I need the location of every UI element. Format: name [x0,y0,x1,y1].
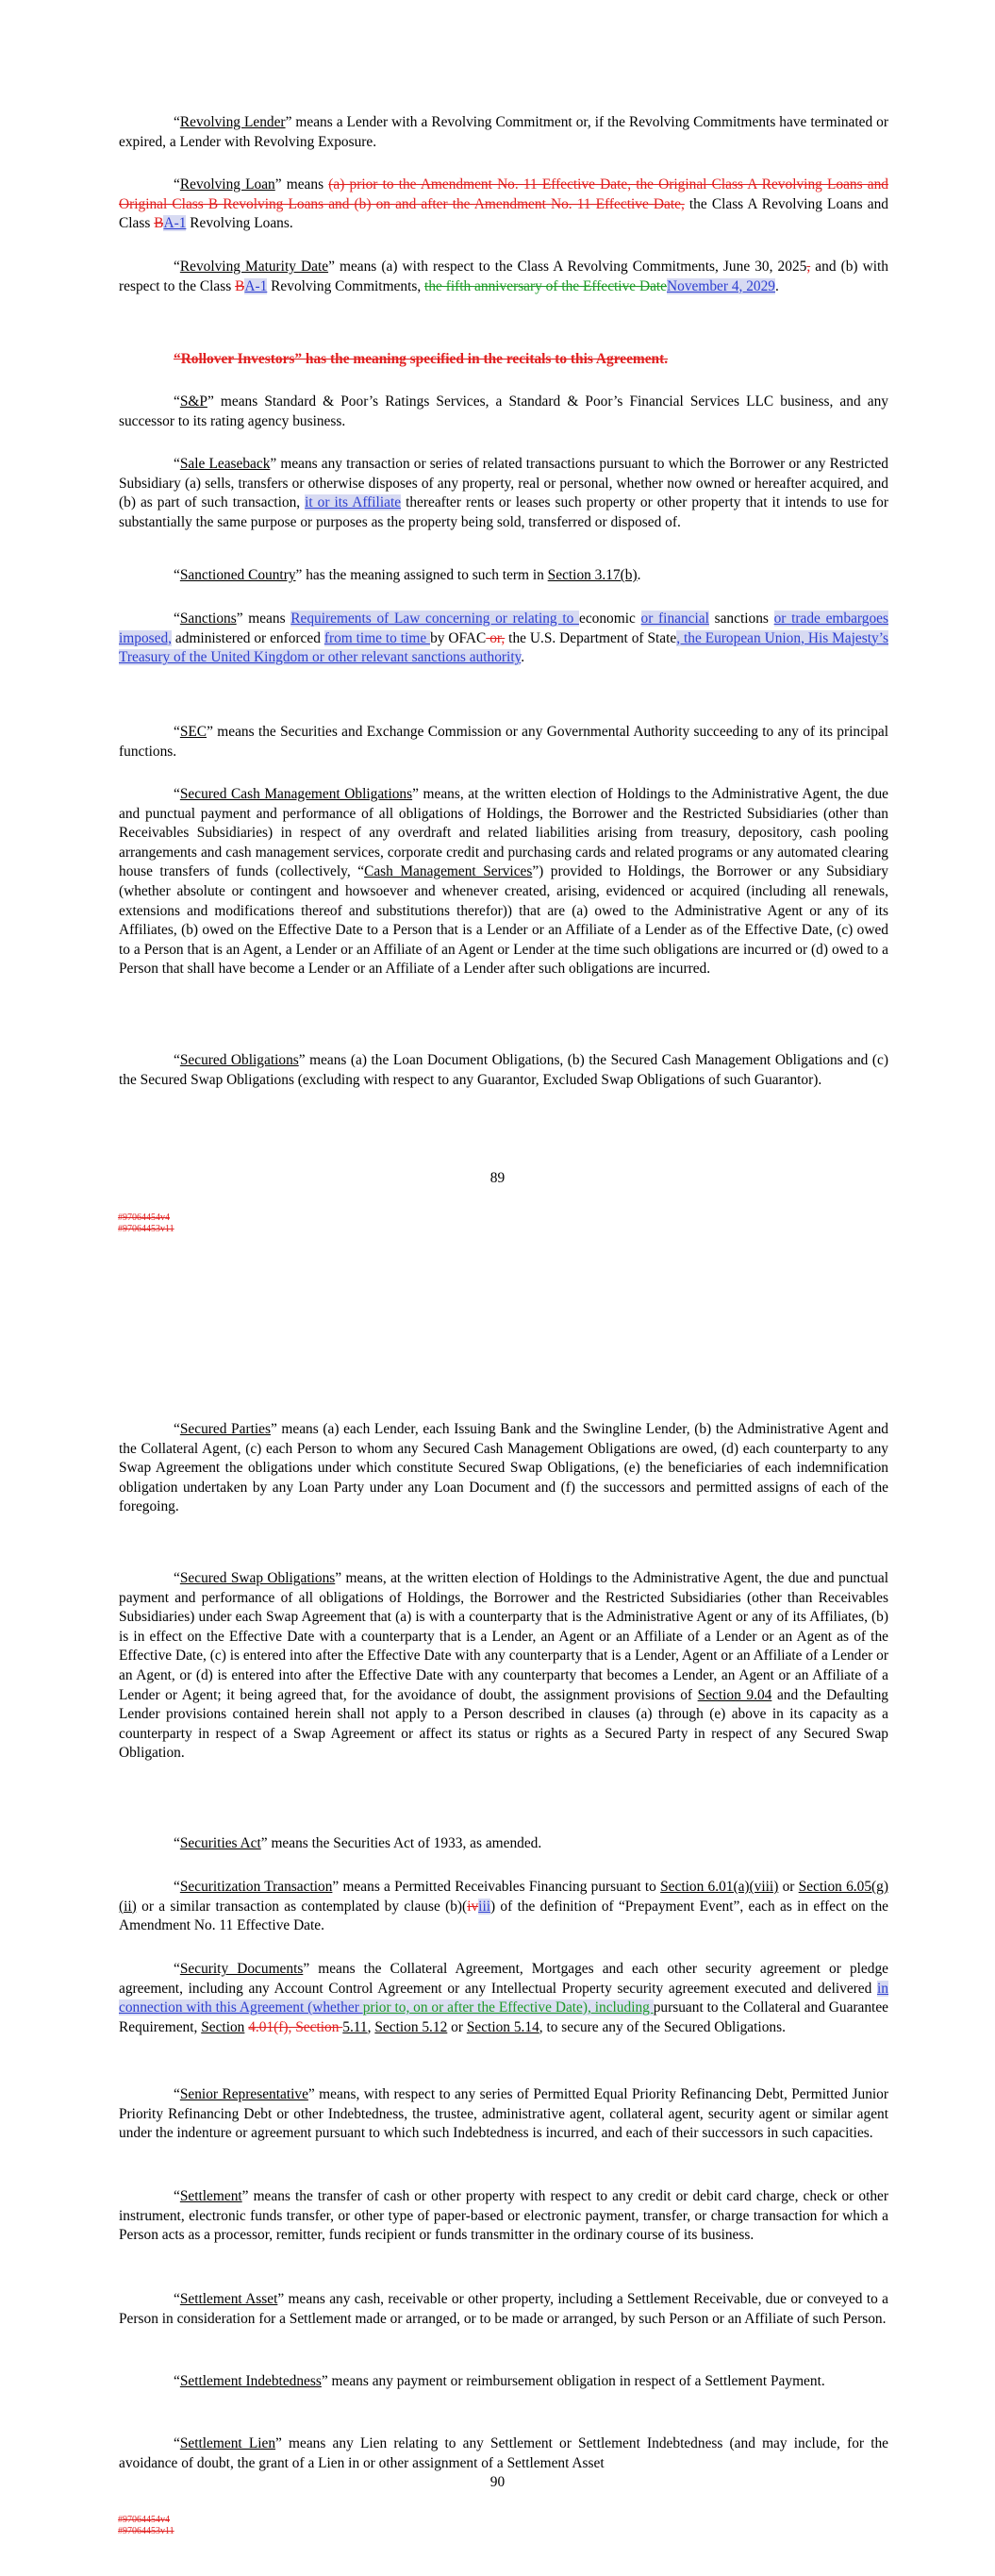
defined-term: Settlement Indebtedness [179,2373,322,2389]
inserted-text: A-1 [163,215,187,232]
defined-term: Revolving Loan [179,176,275,192]
definition-sanctioned-country: “Sanctioned Country” has the meaning assigned to such term in Section 3.17(b). [174,567,641,583]
definition-revolving-lender: “Revolving Lender” means a Lender with a Revolving Commitment or, if the Revolving Commitments have terminated or expired, a Lender with Revolving Exposure. [119,114,888,150]
defined-term: Secured Parties [179,1421,271,1437]
document-id: #97064454v4 [118,2515,170,2525]
definition-sp: “S&P” means Standard & Poor’s Ratings Services, a Standard & Poor’s Financial Services LLC business, and any successor to its rating agency business. [119,393,888,429]
deleted-text: (a) prior to the Amendment No. 11 Effective Date, the Original Class A Revolving Loans and Original Class B Revolving Loans and (b) on and after the Amendment No. 11 Effective Date, [119,176,888,212]
defined-term: Settlement [179,2188,242,2204]
section-reference: Section 6.01(a)(viii) [660,1879,779,1895]
definition-settlement-asset: “Settlement Asset” means any cash, receivable or other property, including a Settlement Receivable, due or conveyed to a Person in consideration for a Settlement made or arranged, or to be made or arranged, by such Person or an Affiliate of such Person. [119,2291,888,2327]
deleted-text: “Rollover Investors” has the meaning specified in the recitals to this Agreement. [174,351,669,367]
section-reference: Section 5.12 [374,2018,448,2035]
definition-securitization-transaction: “Securitization Transaction” means a Permitted Receivables Financing pursuant to Section 6.01(a)(viii) or Section 6.05(g)(ii) or a similar transaction as contemplated by clause (b)(iviii) of the definition of “Prepayment Event”, each as in effect on the Amendment No. 11 Effective Date. [119,1879,888,1934]
inserted-text: iii [478,1898,490,1915]
definition-senior-representative: “Senior Representative” means, with respect to any series of Permitted Equal Priority Refinancing Debt, Permitted Junior Priority Refinancing Debt or other Indebtedness, the trustee, administrative agent, collateral agent, security agent or similar agent under the indenture or agreement pursuant to which such Indebtedness is incurred, and each of their successors in such capacities. [119,2086,888,2142]
definition-revolving-loan: “Revolving Loan” means (a) prior to the Amendment No. 11 Effective Date, the Original Class A Revolving Loans and Original Class B Revolving Loans and (b) on and after the Amendment No. 11 Effective Date, the Class A Revolving Loans and Class BA-1 Revolving Loans. [119,176,888,232]
deleted-text: or, [486,629,506,646]
page-number: 90 [489,2474,506,2490]
inserted-text: or financial [640,611,709,627]
inserted-text: Requirements of Law concerning or relating to [290,611,579,627]
page-90 [0,1264,995,2576]
defined-term: Revolving Maturity Date [179,259,329,275]
inserted-text: A-1 [244,277,268,294]
document-id: #97064453v11 [118,2526,174,2536]
inserted-text: , the European Union, His Majesty’s Treasury of the United Kingdom or other relevant sanctions authority [119,629,888,666]
definition-secured-swap-obligations: “Secured Swap Obligations” means, at the written election of Holdings to the Administrative Agent, the due and punctual payment and performance of all obligations of Holdings, the Borrower and the Restricted Subsidiaries (other than Receivables Subsidiaries) under each Swap Agreement that (a) is with a counterparty that is the Administrative Agent or any of its Affiliates, (b) is in effect on the Effective Date with a counterparty that is a Lender, an Agent or an Affiliate of a Lender or an Agent as of the Effective Date, (c) is entered into after the Effective Date with any counterparty that is a Lender, Agent or an Affiliate of a Lender or an Agent, or (d) is entered into after the Effective Date with any counterparty that becomes a Lender, an Agent or an Affiliate of a Lender or Agent; it being agreed that, for the avoidance of doubt, the assignment provisions of Section 9.04 and the Defaulting Lender provisions contained herein shall not apply to a Person described in clauses (a) through (e) above in its capacity as a counterparty in respect of a Swap Agreement or affect its status or rights as a Secured Party in respect of any Secured Swap Obligation. [119,1570,888,1762]
section-reference: Section 3.17(b) [547,567,638,583]
document-id: #97064453v11 [118,1224,174,1234]
definition-rollover-investors [119,350,888,370]
document-id: #97064454v4 [118,1213,170,1223]
inserted-text: it or its Affiliate [305,494,402,511]
deleted-text: B [154,215,164,232]
inserted-text: or trade embargoes imposed, [119,611,888,646]
definition-sanctions: “Sanctions” means Requirements of Law concerning or relating to economic or financial sanctions or trade embargoes imposed, administered or enforced from time to time by OFAC or, the U.S. Department of State, the European Union, His Majesty’s Treasury of the United Kingdom or other relevant sanctions authority. [119,611,888,666]
defined-term: Secured Cash Management Obligations [179,786,413,802]
deleted-text: 4.01(f), Section [248,2018,343,2035]
definition-secured-cash-management-obligations: “Secured Cash Management Obligations” means, at the written election of Holdings to the Administrative Agent, the due and punctual payment and performance of all obligations of Holdings, the Borrower and the Restricted Subsidiaries (other than Receivables Subsidiaries) in respect of any overdraft and related liabilities arising from treasury, depository, cash pooling arrangements and cash management services, corporate credit and purchasing cards and related programs or any automated clearing house transfers of funds (collectively, “Cash Management Services”) provided to Holdings, the Borrower or any Subsidiary (whether absolute or contingent and howsoever and whenever created, arising, evidenced or acquired (including all renewals, extensions and modifications thereof and substitutions therefor)) that are (a) owed to the Administrative Agent or any of its Affiliates, (b) owed on the Effective Date to a Person that is a Lender or an Affiliate of a Lender as of the Effective Date, (c) owed to a Person that is an Agent, a Lender or an Affiliate of an Agent or Lender at the time such obligations are incurred or (d) owed to a Person that shall have become a Lender or an Affiliate of a Lender after such obligations are incurred. [119,786,888,978]
section-reference: 5.11 [342,2018,368,2035]
defined-term: Sanctioned Country [179,567,296,583]
definition-securities-act: “Securities Act” means the Securities Act of 1933, as amended. [174,1835,542,1851]
defined-term: Revolving Lender [179,114,286,130]
defined-term: Sanctions [179,611,237,627]
deleted-text: , [806,259,811,275]
defined-term: Settlement Asset [179,2291,278,2307]
defined-term: S&P [179,393,207,410]
moved-inserted-text: prior to, on or after the Effective Date), including [362,1999,654,2016]
deleted-text: B [235,277,245,294]
defined-term: Senior Representative [179,2086,308,2102]
page-number: 89 [489,1170,506,1186]
defined-term: SEC [179,724,207,740]
definition-sec: “SEC” means the Securities and Exchange Commission or any Governmental Authority succeeding to any of its principal functions. [119,724,888,760]
definition-revolving-maturity-date: “Revolving Maturity Date” means (a) with respect to the Class A Revolving Commitments, June 30, 2025, and (b) with respect to the Class BA-1 Revolving Commitments, the fifth anniversary of the Effective DateNovember 4, 2029. [119,259,888,294]
defined-term: Secured Obligations [179,1052,299,1068]
defined-term: Securities Act [179,1835,261,1851]
page-89 [0,0,995,1264]
section-reference: Section [201,2018,245,2035]
section-reference: Section 9.04 [697,1686,772,1703]
defined-term: Settlement Lien [179,2435,276,2451]
definition-security-documents: “Security Documents” means the Collateral Agreement, Mortgages and each other security agreement or pledge agreement, including any Account Control Agreement or any Intellectual Property security agreement executed and delivered in connection with this Agreement (whether prior to, on or after the Effective Date), including pursuant to the Collateral and Guarantee Requirement, Section 4.01(f), Section 5.11, Section 5.12 or Section 5.14, to secure any of the Secured Obligations. [119,1961,888,2035]
inserted-text: in connection with this Agreement (whether [119,1980,888,2016]
deleted-text: iv [467,1898,479,1915]
definition-settlement-indebtedness: “Settlement Indebtedness” means any payment or reimbursement obligation in respect of a Settlement Payment. [174,2373,825,2389]
inserted-text: from time to time [323,629,431,646]
definition-settlement-lien: “Settlement Lien” means any Lien relating to any Settlement or Settlement Indebtedness (and may include, for the avoidance of doubt, the grant of a Lien in or other assignment of a Settlement Asset [119,2435,889,2471]
defined-term: Sale Leaseback [179,456,271,472]
definition-secured-parties: “Secured Parties” means (a) each Lender, each Issuing Bank and the Swingline Lender, (b) the Administrative Agent and the Collateral Agent, (c) each Person to whom any Secured Cash Management Obligations are owed, (d) each counterparty to any Swap Agreement the obligations under which constitute Secured Swap Obligations, (e) the beneficiaries of each indemnification obligation undertaken by any Loan Party under any Loan Document and (f) the successors and permitted assigns of each of the foregoing. [119,1421,888,1515]
section-reference: Section 6.05(g)(ii) [119,1879,888,1915]
definition-secured-obligations: “Secured Obligations” means (a) the Loan Document Obligations, (b) the Secured Cash Management Obligations and (c) the Secured Swap Obligations (excluding with respect to any Guarantor, Excluded Swap Obligations of such Guarantor). [119,1052,888,1088]
definition-settlement: “Settlement” means the transfer of cash or other property with respect to any credit or debit card charge, check or other instrument, electronic funds transfer, or other type of paper-based or electronic payment, transfer, or charge transaction for which a Person acts as a processor, remitter, funds recipient or funds transmitter in the ordinary course of its business. [119,2188,888,2244]
inserted-text: November 4, 2029 [667,277,775,294]
defined-term: Cash Management Services [364,863,533,880]
defined-term: Security Documents [179,1961,304,1977]
defined-term: Secured Swap Obligations [179,1570,336,1586]
defined-term: Securitization Transaction [179,1879,333,1895]
moved-text: the fifth anniversary of the Effective Date [424,277,668,294]
section-reference: Section 5.14 [466,2018,539,2035]
definition-sale-leaseback: “Sale Leaseback” means any transaction or series of related transactions pursuant to which the Borrower or any Restricted Subsidiary (a) sells, transfers or otherwise disposes of any property, real or personal, whether now owned or hereafter acquired, and (b) as part of such transaction, it or its Affiliate thereafter rents or leases such property or other property that it intends to use for substantially the same purpose or purposes as the property being sold, transferred or disposed of. [119,456,888,530]
